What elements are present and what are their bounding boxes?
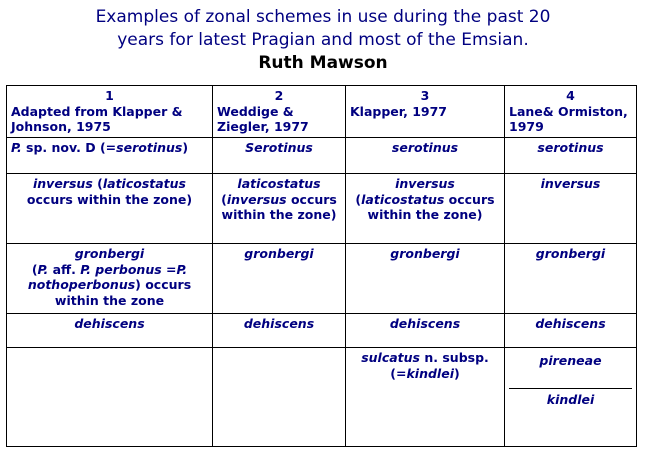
cell-text: ( — [221, 191, 227, 207]
taxon-name: inversus — [540, 176, 601, 191]
table-cell — [346, 348, 505, 447]
column-source: Adapted from Klapper & Johnson, 1975 — [11, 103, 183, 134]
cell-text: = — [161, 261, 177, 277]
table-cell — [346, 138, 505, 174]
column-number: 2 — [274, 88, 284, 103]
taxon-name: kindlei — [406, 365, 454, 381]
taxon-name: serotinus — [537, 140, 604, 155]
column-header-2 — [213, 86, 346, 138]
column-source: Lane& Ormiston, 1979 — [509, 103, 628, 134]
cell-text: sp. nov. D (= — [21, 140, 117, 155]
table-cell — [7, 348, 213, 447]
taxon-name: serotinus — [116, 140, 183, 155]
cell-text: occurs within the zone) — [367, 191, 495, 222]
table-cell — [346, 244, 505, 314]
table-cell — [7, 138, 213, 174]
cell-text: ) occurs within the zone — [54, 277, 192, 308]
taxon-name: gronbergi — [244, 246, 314, 261]
cell-text: aff. — [48, 261, 81, 277]
table-cell — [213, 244, 346, 314]
column-source: Weddige & Ziegler, 1977 — [217, 103, 309, 134]
taxon-name: laticostatus — [361, 191, 445, 207]
title-line-2: years for latest Pragian and most of the Emsian. — [117, 30, 529, 50]
taxon-name: kindlei — [546, 392, 595, 407]
author-name: Ruth Mawson — [258, 53, 388, 73]
table-cell — [213, 138, 346, 174]
cell-text: ( — [92, 176, 103, 191]
table-cell — [7, 314, 213, 348]
table-row — [7, 244, 637, 314]
taxon-name: P. nothoperbonus — [27, 261, 188, 292]
table-cell — [505, 138, 637, 174]
table-row — [7, 138, 637, 174]
table-cell — [213, 314, 346, 348]
taxon-name: Serotinus — [245, 140, 313, 155]
table-cell — [505, 314, 637, 348]
taxon-name: dehiscens — [535, 316, 606, 331]
title-line-1: Examples of zonal schemes in use during the past 20 — [95, 7, 551, 27]
taxon-name: inversus — [33, 176, 93, 191]
taxon-name: dehiscens — [74, 316, 145, 331]
table-cell — [346, 314, 505, 348]
cell-text: ) — [453, 365, 460, 381]
table-cell — [213, 174, 346, 244]
header-row — [7, 86, 637, 138]
column-source: Klapper, 1977 — [350, 103, 447, 119]
table-cell — [505, 174, 637, 244]
taxon-name: dehiscens — [389, 316, 461, 331]
taxon-name: inversus — [395, 176, 455, 191]
table-row — [7, 314, 637, 348]
column-number: 3 — [420, 88, 430, 103]
taxon-name: serotinus — [391, 140, 459, 155]
taxon-name: P. perbonus — [80, 261, 162, 277]
taxon-name: sulcatus — [361, 350, 420, 365]
column-header-3 — [346, 86, 505, 138]
taxon-name: dehiscens — [243, 316, 315, 331]
split-cell-top — [509, 350, 632, 389]
table-cell — [7, 174, 213, 244]
table-cell — [7, 244, 213, 314]
column-number: 4 — [566, 88, 575, 103]
taxon-name: gronbergi — [390, 246, 460, 261]
cell-text: occurs within the zone) — [26, 191, 193, 207]
table-row — [7, 348, 637, 447]
cell-text: ( — [31, 261, 38, 277]
taxon-name: laticostatus — [237, 176, 321, 191]
zonal-schemes-table — [6, 85, 637, 447]
table-row — [7, 174, 637, 244]
table-cell-split — [505, 348, 637, 447]
taxon-name: pireneae — [539, 353, 602, 368]
column-number: 1 — [105, 88, 114, 103]
cell-text: ( — [355, 191, 362, 207]
slide-title — [0, 6, 646, 75]
column-header-4 — [505, 86, 637, 138]
table-cell — [505, 244, 637, 314]
taxon-name: gronbergi — [535, 246, 606, 261]
column-header-1 — [7, 86, 213, 138]
table-cell — [213, 348, 346, 447]
cell-text: ) — [182, 140, 189, 155]
cell-text: occurs within the zone) — [221, 191, 337, 222]
table-cell — [346, 174, 505, 244]
taxon-name: inversus — [226, 191, 287, 207]
cell-text: n. subsp. (= — [390, 350, 489, 381]
taxon-name: gronbergi — [74, 246, 145, 261]
genus-abbr: P. — [11, 140, 22, 155]
split-cell-bottom — [509, 389, 632, 408]
genus-abbr: P. — [37, 261, 49, 277]
taxon-name: laticostatus — [102, 176, 186, 191]
